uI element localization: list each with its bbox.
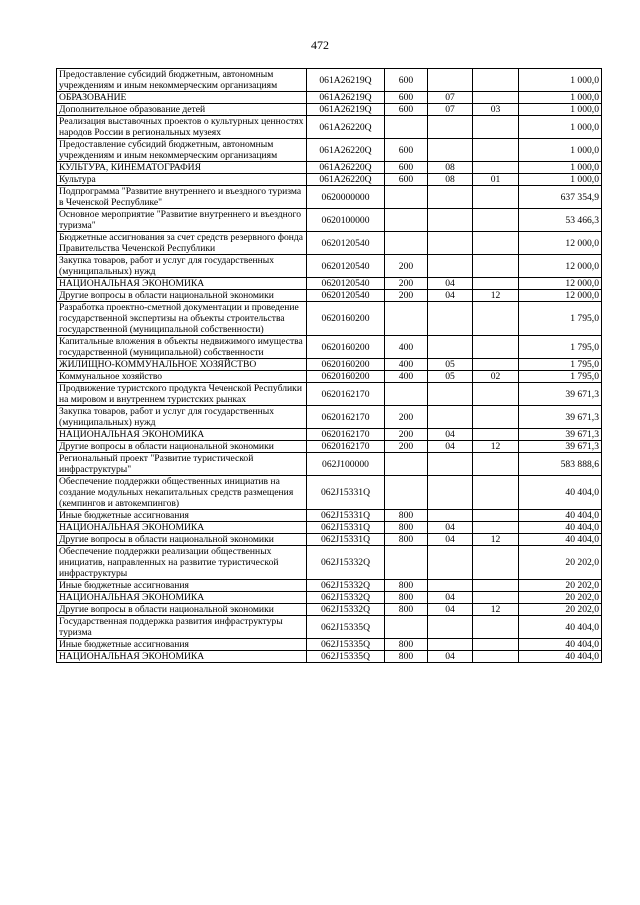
row-expense-type-cell [385, 476, 428, 510]
row-expense-type-cell: 800 [385, 580, 428, 592]
row-code-cell: 061А26220Q [307, 116, 385, 139]
row-subsection-cell: 12 [473, 534, 519, 546]
row-subsection-cell [473, 453, 519, 476]
row-section-cell [428, 453, 473, 476]
row-sum-cell: 12 000,0 [519, 255, 602, 278]
row-subsection-cell: 02 [473, 371, 519, 383]
row-section-cell: 04 [428, 592, 473, 604]
table-row [57, 534, 602, 546]
row-name-cell: ЖИЛИЩНО-КОММУНАЛЬНОЕ ХОЗЯЙСТВО [57, 359, 307, 371]
row-section-cell [428, 302, 473, 336]
table-row [57, 209, 602, 232]
table-row [57, 162, 602, 174]
row-sum-cell: 20 202,0 [519, 604, 602, 616]
row-expense-type-cell: 800 [385, 604, 428, 616]
table-row [57, 371, 602, 383]
row-section-cell: 04 [428, 522, 473, 534]
row-section-cell [428, 639, 473, 651]
row-section-cell: 05 [428, 359, 473, 371]
row-name-cell: Другие вопросы в области национальной экономики [57, 604, 307, 616]
row-name-cell: КУЛЬТУРА, КИНЕМАТОГРАФИЯ [57, 162, 307, 174]
row-name-cell: Предоставление субсидий бюджетным, автономным учреждениям и иным некоммерческим организациям [57, 69, 307, 92]
row-sum-cell: 40 404,0 [519, 651, 602, 663]
row-subsection-cell [473, 510, 519, 522]
row-sum-cell: 39 671,3 [519, 441, 602, 453]
row-subsection-cell: 12 [473, 290, 519, 302]
row-section-cell [428, 255, 473, 278]
row-expense-type-cell: 200 [385, 278, 428, 290]
row-code-cell: 061А26220Q [307, 174, 385, 186]
row-section-cell: 07 [428, 92, 473, 104]
table-row [57, 290, 602, 302]
row-subsection-cell [473, 651, 519, 663]
row-sum-cell: 12 000,0 [519, 290, 602, 302]
row-section-cell [428, 546, 473, 580]
row-code-cell: 062J15331Q [307, 522, 385, 534]
row-code-cell: 061А26219Q [307, 104, 385, 116]
row-code-cell: 0620160200 [307, 359, 385, 371]
row-sum-cell: 53 466,3 [519, 209, 602, 232]
row-name-cell: НАЦИОНАЛЬНАЯ ЭКОНОМИКА [57, 429, 307, 441]
row-subsection-cell [473, 429, 519, 441]
row-name-cell: Иные бюджетные ассигнования [57, 639, 307, 651]
row-code-cell: 061А26219Q [307, 69, 385, 92]
table-row [57, 232, 602, 255]
row-expense-type-cell: 200 [385, 255, 428, 278]
row-code-cell: 061А26219Q [307, 92, 385, 104]
row-subsection-cell [473, 359, 519, 371]
row-expense-type-cell: 600 [385, 104, 428, 116]
row-section-cell [428, 580, 473, 592]
row-name-cell: Капитальные вложения в объекты недвижимого имущества государственной (муниципальной) собственности [57, 336, 307, 359]
row-sum-cell: 1 795,0 [519, 371, 602, 383]
row-sum-cell: 1 000,0 [519, 92, 602, 104]
table-row [57, 546, 602, 580]
row-code-cell: 062J15331Q [307, 476, 385, 510]
row-section-cell: 04 [428, 441, 473, 453]
row-code-cell: 0620160200 [307, 302, 385, 336]
row-sum-cell: 40 404,0 [519, 510, 602, 522]
row-subsection-cell [473, 186, 519, 209]
row-expense-type-cell [385, 209, 428, 232]
table-row [57, 604, 602, 616]
table-row [57, 69, 602, 92]
row-expense-type-cell: 800 [385, 592, 428, 604]
row-sum-cell: 39 671,3 [519, 383, 602, 406]
row-expense-type-cell: 400 [385, 359, 428, 371]
row-code-cell: 0620162170 [307, 383, 385, 406]
row-code-cell: 062J15331Q [307, 510, 385, 522]
row-expense-type-cell: 600 [385, 69, 428, 92]
table-row [57, 522, 602, 534]
row-expense-type-cell: 800 [385, 651, 428, 663]
row-subsection-cell [473, 116, 519, 139]
row-subsection-cell [473, 616, 519, 639]
row-name-cell: Дополнительное образование детей [57, 104, 307, 116]
row-sum-cell: 39 671,3 [519, 406, 602, 429]
row-subsection-cell [473, 639, 519, 651]
row-sum-cell: 1 000,0 [519, 104, 602, 116]
row-subsection-cell [473, 336, 519, 359]
row-expense-type-cell: 800 [385, 639, 428, 651]
row-subsection-cell [473, 522, 519, 534]
row-code-cell: 0620100000 [307, 209, 385, 232]
row-code-cell: 061А26220Q [307, 139, 385, 162]
row-expense-type-cell [385, 616, 428, 639]
row-section-cell [428, 232, 473, 255]
row-name-cell: Основное мероприятие "Развитие внутреннего и въездного туризма" [57, 209, 307, 232]
row-subsection-cell [473, 232, 519, 255]
row-expense-type-cell: 200 [385, 441, 428, 453]
table-row [57, 453, 602, 476]
row-subsection-cell [473, 92, 519, 104]
row-code-cell: 0620162170 [307, 429, 385, 441]
row-code-cell: 0620160200 [307, 371, 385, 383]
row-sum-cell: 40 404,0 [519, 639, 602, 651]
row-name-cell: Закупка товаров, работ и услуг для государственных (муниципальных) нужд [57, 255, 307, 278]
row-code-cell: 062J15335Q [307, 651, 385, 663]
row-expense-type-cell: 400 [385, 336, 428, 359]
row-expense-type-cell: 800 [385, 510, 428, 522]
row-name-cell: Бюджетные ассигнования за счет средств резервного фонда Правительства Чеченской Республики [57, 232, 307, 255]
row-section-cell [428, 186, 473, 209]
row-name-cell: Государственная поддержка развития инфраструктуры туризма [57, 616, 307, 639]
row-section-cell: 04 [428, 429, 473, 441]
row-code-cell: 0620120540 [307, 255, 385, 278]
row-sum-cell: 1 000,0 [519, 162, 602, 174]
row-subsection-cell [473, 278, 519, 290]
row-section-cell [428, 510, 473, 522]
table-row [57, 139, 602, 162]
row-sum-cell: 1 795,0 [519, 336, 602, 359]
row-code-cell: 061А26220Q [307, 162, 385, 174]
table-row [57, 174, 602, 186]
row-code-cell: 062J15331Q [307, 534, 385, 546]
row-sum-cell: 1 000,0 [519, 139, 602, 162]
row-section-cell [428, 406, 473, 429]
row-section-cell [428, 139, 473, 162]
row-sum-cell: 40 404,0 [519, 522, 602, 534]
row-name-cell: НАЦИОНАЛЬНАЯ ЭКОНОМИКА [57, 522, 307, 534]
row-name-cell: Другие вопросы в области национальной экономики [57, 290, 307, 302]
row-subsection-cell [473, 209, 519, 232]
row-expense-type-cell [385, 453, 428, 476]
table-row [57, 639, 602, 651]
row-subsection-cell [473, 69, 519, 92]
row-name-cell: Другие вопросы в области национальной экономики [57, 534, 307, 546]
row-subsection-cell [473, 546, 519, 580]
row-subsection-cell [473, 580, 519, 592]
table-row [57, 278, 602, 290]
row-name-cell: Другие вопросы в области национальной экономики [57, 441, 307, 453]
row-sum-cell: 1 000,0 [519, 69, 602, 92]
row-name-cell: Обеспечение поддержки общественных инициатив на создание модульных некапитальных средств размещения (кемпингов и автокемпингов) [57, 476, 307, 510]
table-row [57, 383, 602, 406]
row-expense-type-cell [385, 232, 428, 255]
row-code-cell: 062J15335Q [307, 639, 385, 651]
row-code-cell: 062J15332Q [307, 604, 385, 616]
table-row [57, 406, 602, 429]
row-sum-cell: 12 000,0 [519, 278, 602, 290]
row-subsection-cell: 12 [473, 441, 519, 453]
row-expense-type-cell [385, 546, 428, 580]
row-name-cell: Реализация выставочных проектов о культурных ценностях народов России в региональных музеях [57, 116, 307, 139]
row-sum-cell: 20 202,0 [519, 592, 602, 604]
row-code-cell: 062J15335Q [307, 616, 385, 639]
row-subsection-cell: 01 [473, 174, 519, 186]
row-expense-type-cell [385, 116, 428, 139]
row-expense-type-cell: 600 [385, 174, 428, 186]
row-name-cell: НАЦИОНАЛЬНАЯ ЭКОНОМИКА [57, 592, 307, 604]
row-sum-cell: 40 404,0 [519, 534, 602, 546]
row-subsection-cell [473, 139, 519, 162]
row-section-cell [428, 616, 473, 639]
row-section-cell: 08 [428, 162, 473, 174]
table-row [57, 359, 602, 371]
row-sum-cell: 20 202,0 [519, 546, 602, 580]
table-row [57, 104, 602, 116]
row-subsection-cell [473, 383, 519, 406]
row-name-cell: Коммунальное хозяйство [57, 371, 307, 383]
row-expense-type-cell: 600 [385, 162, 428, 174]
row-subsection-cell [473, 592, 519, 604]
table-row [57, 580, 602, 592]
row-code-cell: 0620120540 [307, 278, 385, 290]
row-section-cell [428, 116, 473, 139]
row-section-cell: 04 [428, 534, 473, 546]
page-number: 472 [311, 38, 329, 52]
row-subsection-cell: 12 [473, 604, 519, 616]
row-expense-type-cell: 200 [385, 406, 428, 429]
row-name-cell: Обеспечение поддержки реализации общественных инициатив, направленных на развитие туристической инфраструктуры [57, 546, 307, 580]
row-sum-cell: 40 404,0 [519, 616, 602, 639]
row-subsection-cell [473, 255, 519, 278]
row-name-cell: ОБРАЗОВАНИЕ [57, 92, 307, 104]
table-row [57, 616, 602, 639]
row-code-cell: 062J100000 [307, 453, 385, 476]
row-section-cell: 07 [428, 104, 473, 116]
budget-table [56, 68, 602, 663]
table-row [57, 336, 602, 359]
row-expense-type-cell: 200 [385, 290, 428, 302]
row-section-cell [428, 209, 473, 232]
table-row [57, 592, 602, 604]
row-expense-type-cell [385, 302, 428, 336]
row-subsection-cell [473, 162, 519, 174]
row-expense-type-cell: 800 [385, 522, 428, 534]
row-code-cell: 0620162170 [307, 441, 385, 453]
row-expense-type-cell [385, 383, 428, 406]
row-sum-cell: 12 000,0 [519, 232, 602, 255]
table-row [57, 116, 602, 139]
row-name-cell: НАЦИОНАЛЬНАЯ ЭКОНОМИКА [57, 651, 307, 663]
table-row [57, 302, 602, 336]
budget-table-body [57, 69, 602, 663]
row-sum-cell: 583 888,6 [519, 453, 602, 476]
row-code-cell: 062J15332Q [307, 546, 385, 580]
row-name-cell: Иные бюджетные ассигнования [57, 510, 307, 522]
table-row [57, 186, 602, 209]
row-name-cell: Иные бюджетные ассигнования [57, 580, 307, 592]
row-expense-type-cell: 200 [385, 429, 428, 441]
table-row [57, 255, 602, 278]
row-name-cell: Продвижение туристского продукта Чеченской Республики на мировом и внутреннем туристских рынках [57, 383, 307, 406]
row-expense-type-cell: 600 [385, 139, 428, 162]
row-section-cell: 08 [428, 174, 473, 186]
row-code-cell: 0620120540 [307, 232, 385, 255]
row-name-cell: Предоставление субсидий бюджетным, автономным учреждениям и иным некоммерческим организациям [57, 139, 307, 162]
row-name-cell: Разработка проектно-сметной документации и проведение государственной экспертизы на объекты строительства государственной (муниципальной собственности) [57, 302, 307, 336]
row-sum-cell: 20 202,0 [519, 580, 602, 592]
row-code-cell: 0620160200 [307, 336, 385, 359]
row-section-cell: 04 [428, 604, 473, 616]
row-expense-type-cell: 800 [385, 534, 428, 546]
row-section-cell [428, 336, 473, 359]
row-code-cell: 0620162170 [307, 406, 385, 429]
row-section-cell: 04 [428, 278, 473, 290]
row-name-cell: Подпрограмма "Развитие внутреннего и въездного туризма в Чеченской Республике" [57, 186, 307, 209]
row-sum-cell: 1 000,0 [519, 116, 602, 139]
row-expense-type-cell [385, 186, 428, 209]
table-row [57, 92, 602, 104]
row-section-cell: 05 [428, 371, 473, 383]
row-code-cell: 0620120540 [307, 290, 385, 302]
row-code-cell: 062J15332Q [307, 592, 385, 604]
row-sum-cell: 637 354,9 [519, 186, 602, 209]
row-name-cell: Региональный проект "Развитие туристической инфраструктуры" [57, 453, 307, 476]
row-code-cell: 0620000000 [307, 186, 385, 209]
row-section-cell [428, 69, 473, 92]
row-section-cell: 04 [428, 651, 473, 663]
row-subsection-cell [473, 476, 519, 510]
row-subsection-cell [473, 406, 519, 429]
row-expense-type-cell: 400 [385, 371, 428, 383]
row-sum-cell: 1 000,0 [519, 174, 602, 186]
table-row [57, 441, 602, 453]
table-row [57, 651, 602, 663]
row-code-cell: 062J15332Q [307, 580, 385, 592]
row-sum-cell: 1 795,0 [519, 302, 602, 336]
row-subsection-cell [473, 302, 519, 336]
row-name-cell: НАЦИОНАЛЬНАЯ ЭКОНОМИКА [57, 278, 307, 290]
table-row [57, 510, 602, 522]
row-subsection-cell: 03 [473, 104, 519, 116]
row-name-cell: Закупка товаров, работ и услуг для государственных (муниципальных) нужд [57, 406, 307, 429]
row-section-cell [428, 476, 473, 510]
table-row [57, 476, 602, 510]
row-sum-cell: 40 404,0 [519, 476, 602, 510]
row-name-cell: Культура [57, 174, 307, 186]
table-row [57, 429, 602, 441]
row-sum-cell: 39 671,3 [519, 429, 602, 441]
row-expense-type-cell: 600 [385, 92, 428, 104]
row-sum-cell: 1 795,0 [519, 359, 602, 371]
row-section-cell [428, 383, 473, 406]
row-section-cell: 04 [428, 290, 473, 302]
